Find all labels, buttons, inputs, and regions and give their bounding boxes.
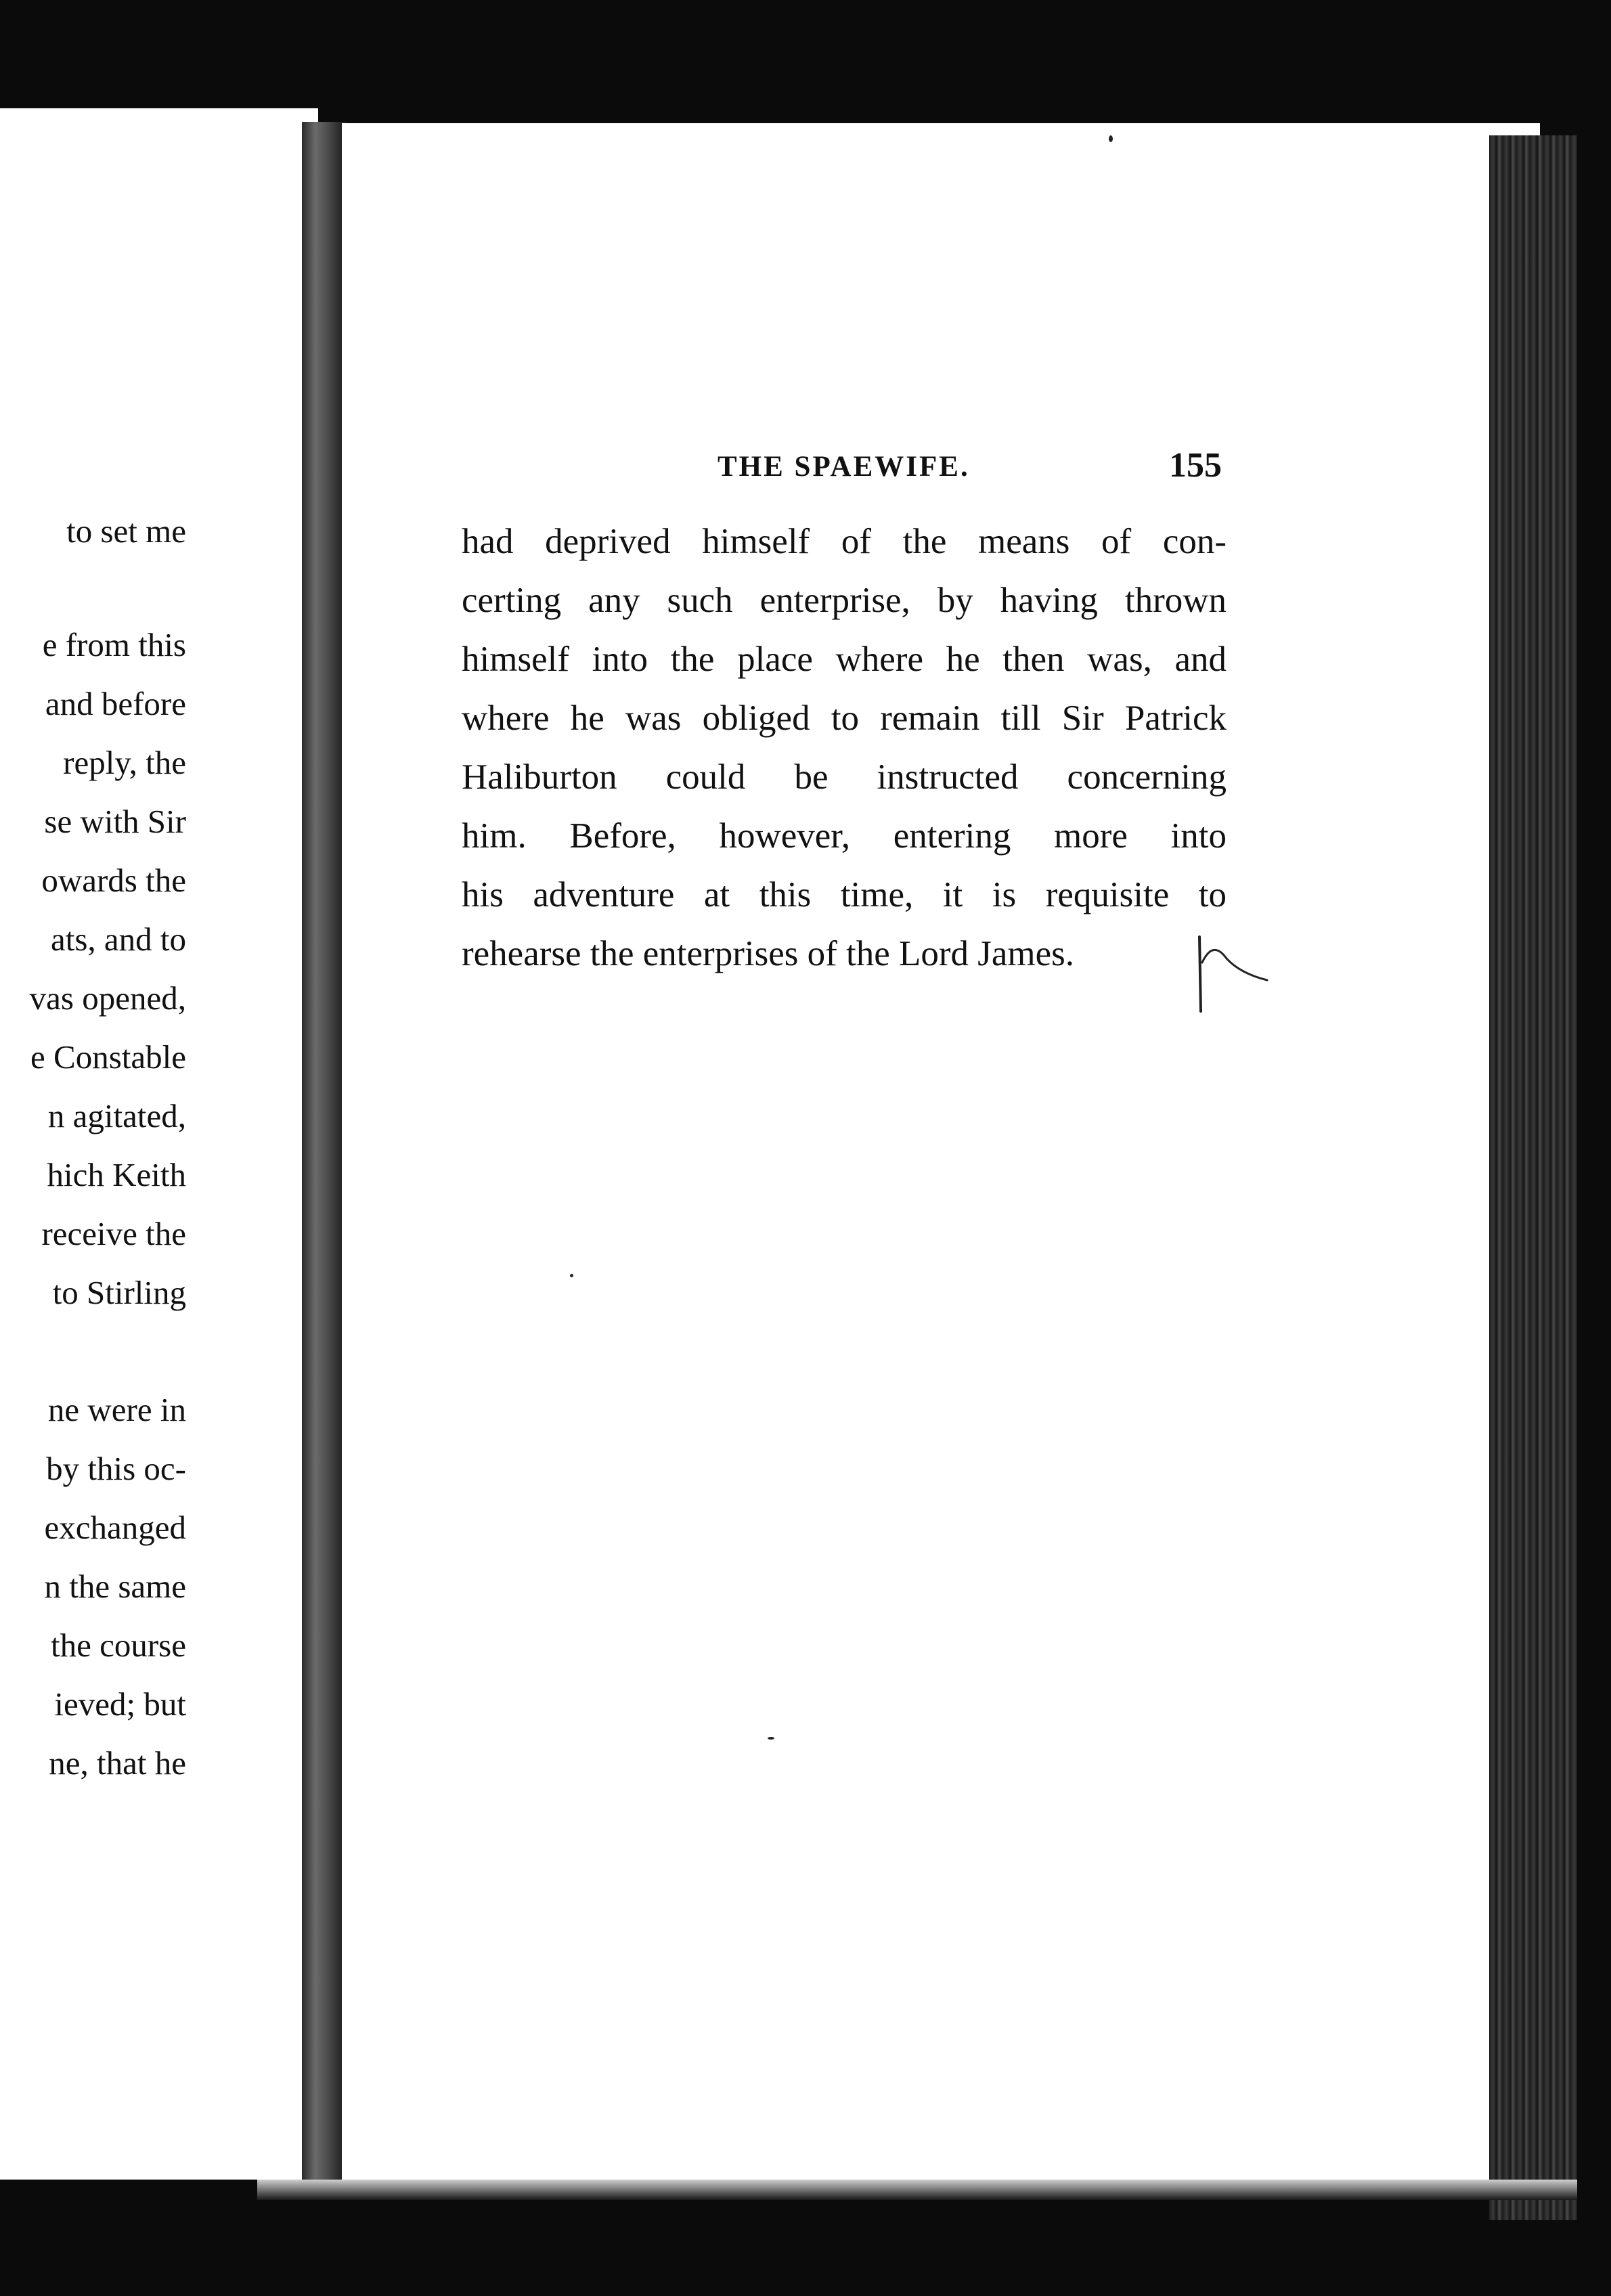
body-text xyxy=(462,520,1227,991)
ink-speck xyxy=(1109,135,1113,142)
left-page-line: hich Keith xyxy=(47,1156,186,1193)
page-bottom-edge xyxy=(257,2180,1577,2200)
left-page-line: by this oc- xyxy=(46,1450,186,1487)
left-page-line: and before xyxy=(45,685,186,722)
left-page-line: ne were in xyxy=(47,1391,186,1428)
body-text-line: where he was obliged to remain till Sir Patrick xyxy=(462,699,1227,738)
body-text-line: rehearse the enterprises of the Lord James. xyxy=(462,934,1075,973)
body-text-line: his adventure at this time, it is requisite to xyxy=(462,875,1227,914)
left-page-line: owards the xyxy=(41,862,186,899)
body-text-line: him. Before, however, entering more into xyxy=(462,816,1227,856)
book-gutter xyxy=(302,122,347,2186)
ink-speck xyxy=(768,1737,774,1740)
left-page-line: se with Sir xyxy=(44,803,186,840)
page-number: 155 xyxy=(1169,446,1222,485)
ink-speck xyxy=(570,1274,573,1277)
left-facing-page xyxy=(0,108,318,2180)
left-page-line: receive the xyxy=(41,1215,186,1252)
left-page-line: reply, the xyxy=(63,744,186,781)
left-page-line: n agitated, xyxy=(47,1097,186,1134)
body-text-line: certing any such enterprise, by having thrown xyxy=(462,581,1227,620)
left-page-line: to Stirling xyxy=(52,1274,186,1311)
left-page-line: exchanged xyxy=(44,1509,186,1546)
left-page-line: ieved; but xyxy=(54,1685,186,1723)
running-head: THE SPAEWIFE. xyxy=(718,451,970,483)
body-text-line: Haliburton could be instructed concerning xyxy=(462,757,1227,797)
left-page-line: e from this xyxy=(42,626,186,663)
left-page-line: the course xyxy=(51,1627,186,1664)
left-page-line: ne, that he xyxy=(49,1744,186,1782)
right-page xyxy=(342,123,1540,2194)
left-page-line: ats, and to xyxy=(50,921,186,958)
handwritten-margin-mark xyxy=(1193,931,1287,1026)
body-text-line: had deprived himself of the means of con- xyxy=(462,522,1227,561)
left-page-line: vas opened, xyxy=(29,979,186,1017)
left-page-line: n the same xyxy=(44,1568,186,1605)
body-text-line: himself into the place where he then was, and xyxy=(462,640,1227,679)
page-fore-edge xyxy=(1489,135,1577,2220)
left-page-line: e Constable xyxy=(30,1038,186,1076)
left-page-line: to set me xyxy=(66,512,186,550)
